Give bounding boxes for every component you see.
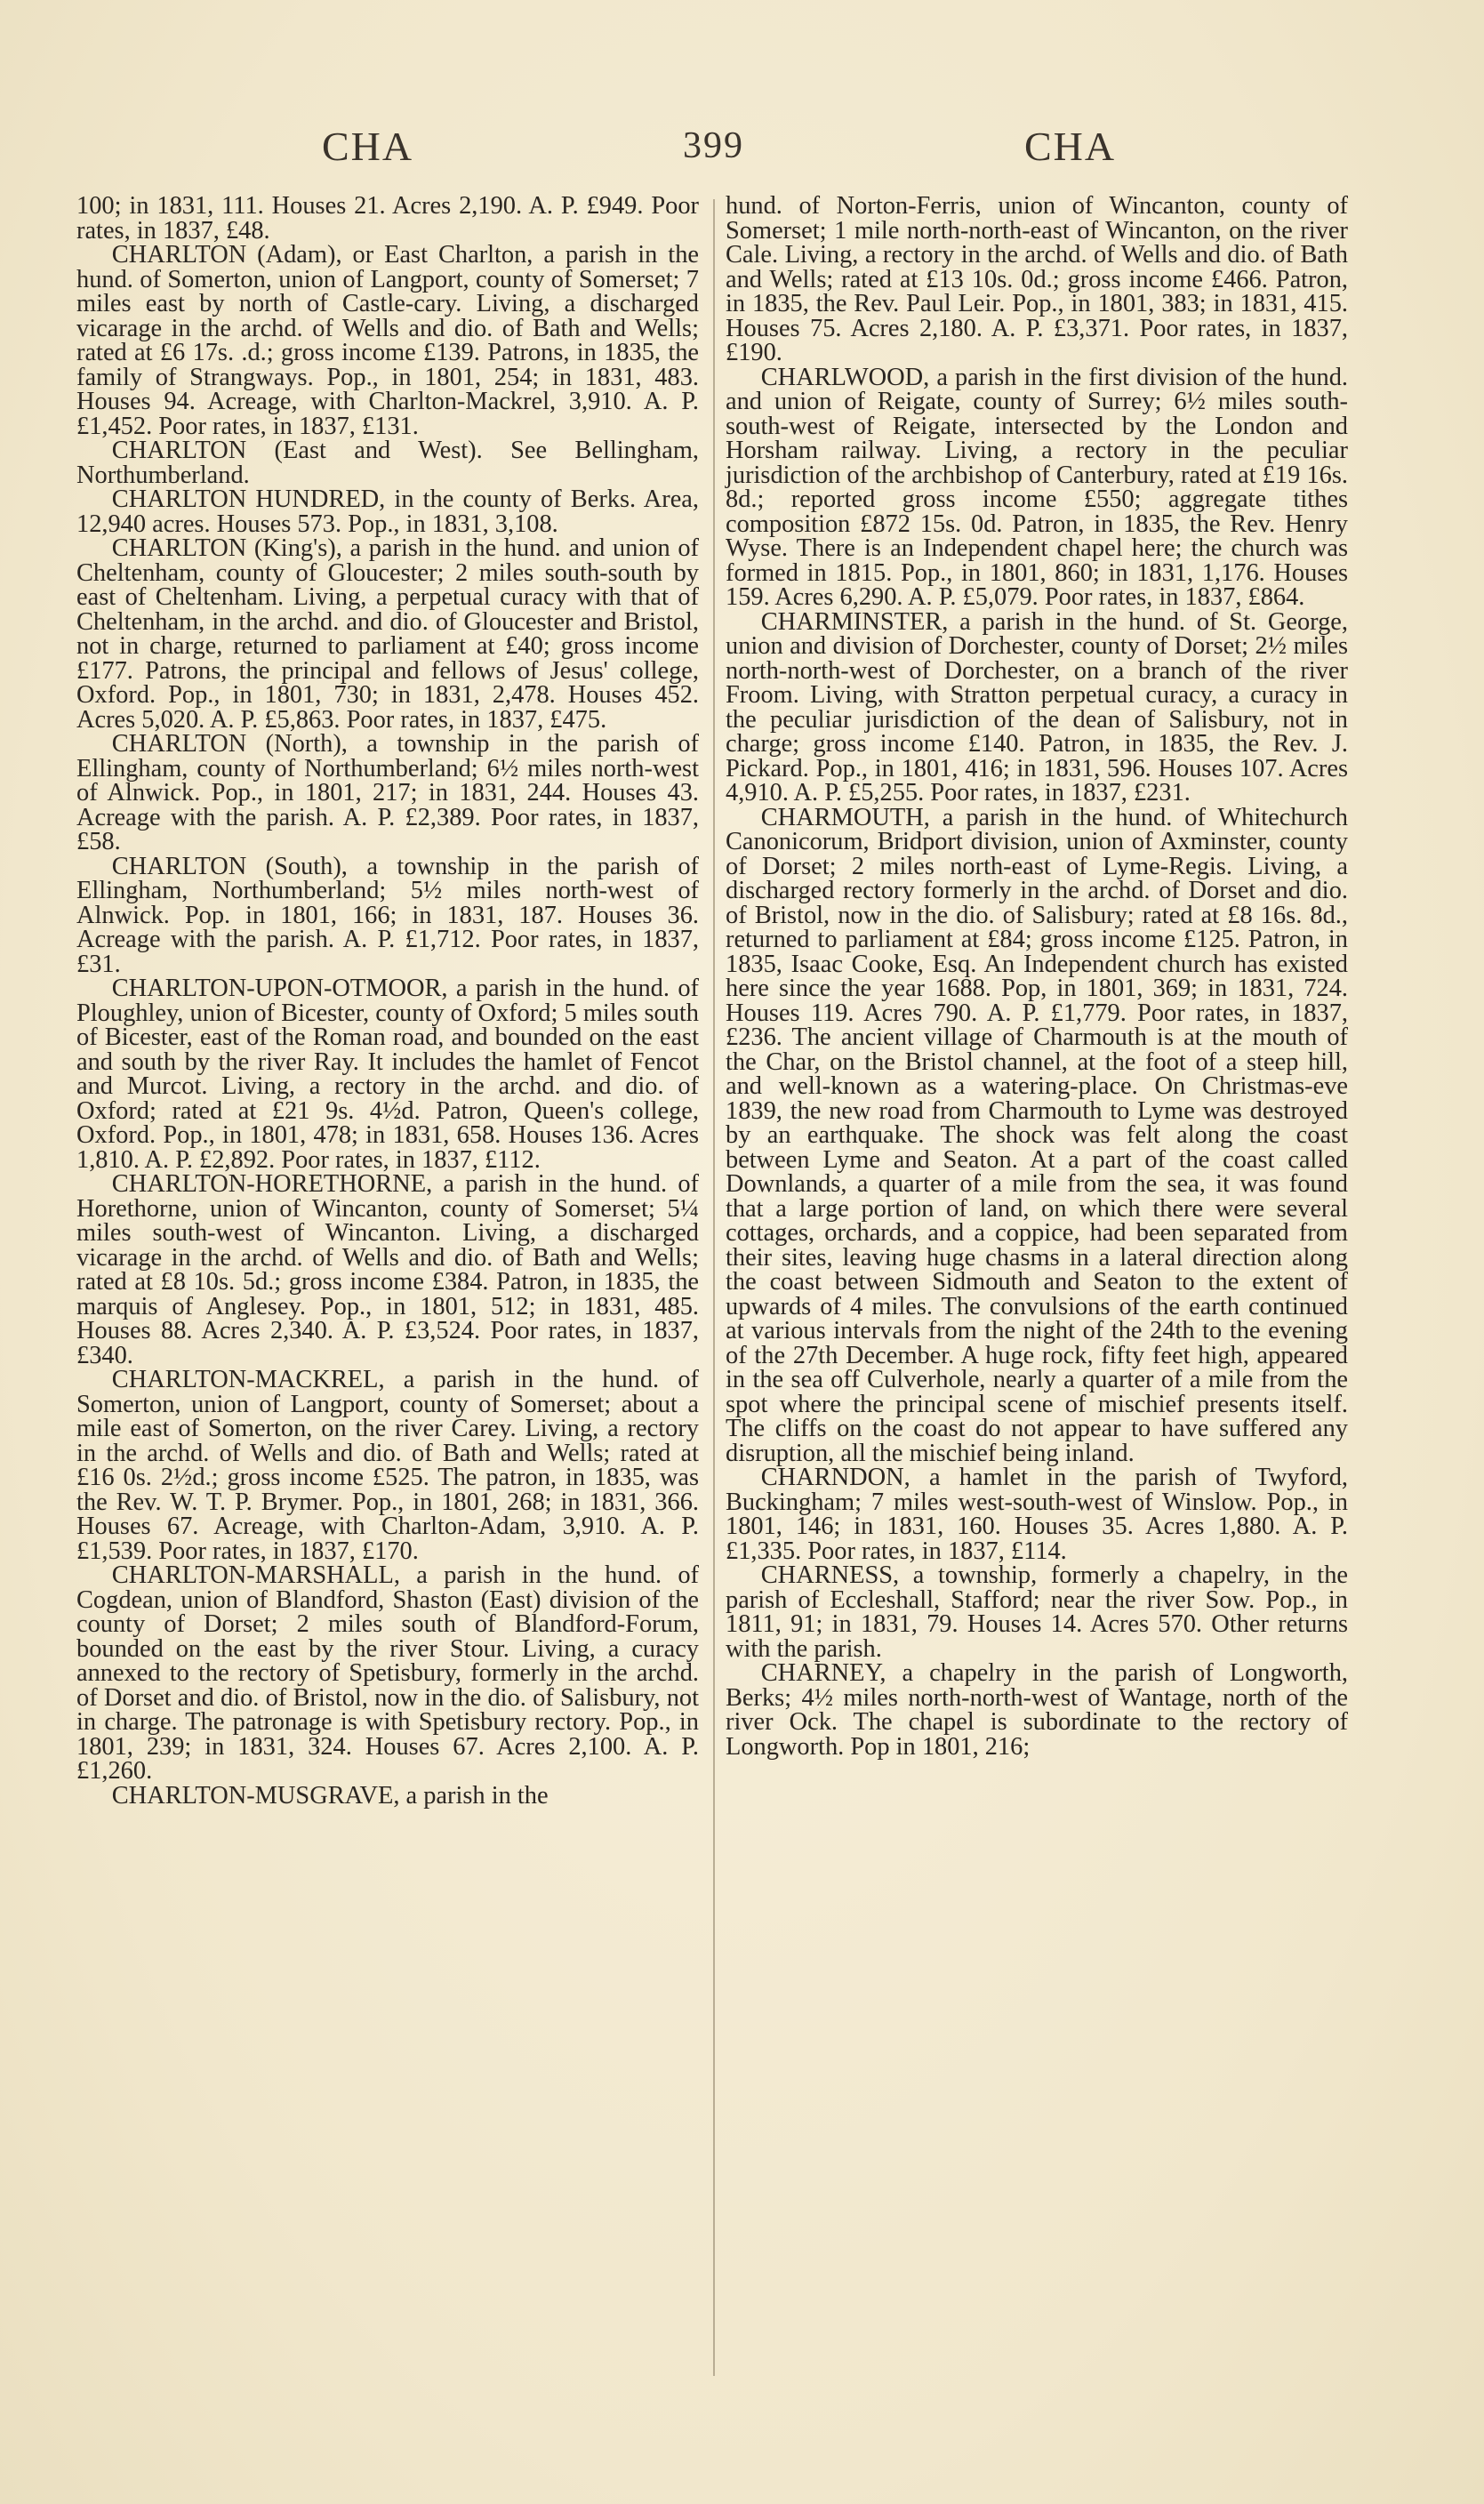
left-column [76, 194, 699, 1808]
gazetteer-entry: CHARLTON-UPON-OTMOOR, a parish in the hund. of Ploughley, union of Bicester, county of Oxford; 5 miles south of Bicester, east of the Roman road, and bounded on the east and south by the river Ray. It includes the hamlet of Fencot and Murcot. Living, a rectory in the archd. and dio. of Oxford; rated at £21 9s. 4½d. Patron, Queen's college, Oxford. Pop., in 1801, 478; in 1831, 658. Houses 136. Acres 1,810. A. P. £2,892. Poor rates, in 1837, £112. [76, 975, 699, 1174]
gazetteer-entry: CHARLTON-MUSGRAVE, a parish in the [111, 1781, 549, 1810]
header-left-keyword: CHA [322, 124, 414, 169]
gazetteer-entry: CHARLTON-MARSHALL, a parish in the hund. of Cogdean, union of Blandford, Shaston (East) division of the county of Dorset; 2 miles south of Blandford-Forum, bounded on the east by the river Stour. Living, a curacy annexed to the rectory of Spetisbury, formerly in the archd. of Dorset and dio. of Bristol, now in the dio. of Salisbury, not in charge. The patronage is with Spetisbury rectory. Pop., in 1801, 239; in 1831, 324. Houses 67. Acres 2,100. A. P. £1,260. [76, 1561, 699, 1785]
header-right-keyword: CHA [1024, 124, 1117, 169]
running-header [0, 123, 1484, 176]
gazetteer-entry: CHARLTON (North), a township in the parish of Ellingham, county of Northumberland; 6½ miles north-west of Alnwick. Pop., in 1801, 217; in 1831, 244. Houses 43. Acreage with the parish. A. P. £2,389. Poor rates, in 1837, £58. [76, 730, 699, 855]
gazetteer-entry: CHARLTON HUNDRED, in the county of Berks. Area, 12,940 acres. Houses 573. Pop., in 1831, 3,108. [76, 486, 699, 538]
gazetteer-entry: CHARLTON (Adam), or East Charlton, a parish in the hund. of Somerton, union of Langport, county of Somerset; 7 miles east by north of Castle-cary. Living, a discharged vicarage in the archd. of Wells and dio. of Bath and Wells; rated at £6 17s. .d.; gross income £139. Patrons, in 1835, the family of Strangways. Pop., in 1801, 254; in 1831, 483. Houses 94. Acreage, with Charlton-Mackrel, 3,910. A. P. £1,452. Poor rates, in 1837, £131. [76, 241, 699, 440]
gazetteer-entry: CHARLTON (East and West). See Bellingham, Northumberland. [76, 437, 699, 489]
gazetteer-entry: CHARNEY, a chapelry in the parish of Longworth, Berks; 4½ miles north-north-west of Wantage, north of the river Ock. The chapel is subordinate to the rectory of Longworth. Pop in 1801, 216; [726, 1659, 1348, 1761]
right-column [726, 194, 1348, 1759]
gazetteer-entry: CHARLTON (South), a township in the parish of Ellingham, Northumberland; 5½ miles north-west of Alnwick. Pop. in 1801, 166; in 1831, 187. Houses 36. Acreage with the parish. A. P. £1,712. Poor rates, in 1837, £31. [76, 852, 699, 978]
gazetteer-entry: 100; in 1831, 111. Houses 21. Acres 2,190. A. P. £949. Poor rates, in 1837, £48. [76, 192, 699, 245]
column-divider [713, 199, 715, 2376]
gazetteer-entry: CHARNESS, a township, formerly a chapelry, in the parish of Eccleshall, Stafford; near the river Sow. Pop., in 1811, 91; in 1831, 79. Houses 14. Acres 570. Other returns with the parish. [726, 1561, 1348, 1663]
gazetteer-entry: CHARMOUTH, a parish in the hund. of Whitechurch Canonicorum, Bridport division, union of Axminster, county of Dorset; 2 miles north-east of Lyme-Regis. Living, a discharged rectory formerly in the archd. of Dorset and dio. of Bristol, now in the dio. of Salisbury; rated at £8 16s. 8d., returned to parliament at £84; gross income £125. Patron, in 1835, Isaac Cooke, Esq. An Independent church has existed here since the year 1688. Pop, in 1801, 369; in 1831, 724. Houses 119. Acres 790. A. P. £1,779. Poor rates, in 1837, £236. The ancient village of Charmouth is at the mouth of the Char, on the Bristol channel, at the foot of a steep hill, and well-known as a watering-place. On Christmas-eve 1839, the new road from Charmouth to Lyme was destroyed by an earthquake. The shock was felt along the coast between Lyme and Seaton. At a part of the coast called Downlands, a quarter of a mile from the sea, it was found that a large portion of land, on which there were several cottages, orchards, and a coppice, had been separated from their sites, leaving huge chasms in a lateral direction along the coast between Sidmouth and Seaton to the extent of upwards of 4 miles. The convulsions of the earth continued at various intervals from the night of the 24th to the evening of the 27th December. A huge rock, fifty feet high, appeared in the sea off Culverhole, nearly a quarter of a mile from the spot where the principal scene of mischief presents itself. The cliffs on the coast do not appear to have suffered any disruption, all the mischief being inland. [726, 803, 1348, 1467]
gazetteer-entry: CHARLWOOD, a parish in the first division of the hund. and union of Reigate, county of Surrey; 6½ miles south-south-west of Reigate, intersected by the London and Horsham railway. Living, a rectory in the peculiar jurisdiction of the archbishop of Canterbury, rated at £19 16s. 8d.; reported gross income £550; aggregate tithes composition £872 15s. 0d. Patron, in 1835, the Rev. Henry Wyse. There is an Independent chapel here; the church was formed in 1815. Pop., in 1801, 860; in 1831, 1,176. Houses 159. Acres 6,290. A. P. £5,079. Poor rates, in 1837, £864. [726, 363, 1348, 611]
gazetteer-entry: CHARMINSTER, a parish in the hund. of St. George, union and division of Dorchester, county of Dorset; 2½ miles north-north-west of Dorchester, on a branch of the river Froom. Living, with Stratton perpetual curacy, a curacy in the peculiar jurisdiction of the dean of Salisbury, not in charge; gross income £140. Patron, in 1835, the Rev. J. Pickard. Pop., in 1801, 416; in 1831, 596. Houses 107. Acres 4,910. A. P. £5,255. Poor rates, in 1837, £231. [726, 607, 1348, 807]
gazetteer-entry: CHARLTON-HORETHORNE, a parish in the hund. of Horethorne, union of Wincanton, county of Somerset; 5¼ miles south-west of Wincanton. Living, a discharged vicarage in the archd. of Wells and dio. of Bath and Wells; rated at £8 10s. 5d.; gross income £384. Patron, in 1835, the marquis of Anglesey. Pop., in 1801, 512; in 1831, 485. Houses 88. Acres 2,340. A. P. £3,524. Poor rates, in 1837, £340. [76, 1170, 699, 1369]
gazetteer-entry: CHARLTON (King's), a parish in the hund. and union of Cheltenham, county of Gloucester; 2 miles south-south by east of Cheltenham. Living, a perpetual curacy with that of Cheltenham, in the archd. and dio. of Gloucester and Bristol, not in charge, returned to parliament at £40; gross income £177. Patrons, the principal and fellows of Jesus' college, Oxford. Pop., in 1801, 730; in 1831, 2,478. Houses 452. Acres 5,020. A. P. £5,863. Poor rates, in 1837, £475. [76, 534, 699, 734]
page-number: 399 [683, 125, 744, 166]
gazetteer-entry: hund. of Norton-Ferris, union of Wincanton, county of Somerset; 1 mile north-north-east of Wincanton, on the river Cale. Living, a rectory in the archd. of Wells and dio. of Bath and Wells; rated at £13 10s. 0d.; gross income £466. Patron, in 1835, the Rev. Paul Leir. Pop., in 1801, 383; in 1831, 415. Houses 75. Acres 2,180. A. P. £3,371. Poor rates, in 1837, £190. [726, 192, 1348, 366]
gazetteer-entry: CHARNDON, a hamlet in the parish of Twyford, Buckingham; 7 miles west-south-west of Winslow. Pop., in 1801, 146; in 1831, 160. Houses 35. Acres 1,880. A. P. £1,335. Poor rates, in 1837, £114. [726, 1464, 1348, 1565]
gazetteer-entry: CHARLTON-MACKREL, a parish in the hund. of Somerton, union of Langport, county of Somerset; about a mile east of Somerton, on the river Carey. Living, a rectory in the archd. of Wells and dio. of Bath and Wells; rated at £16 0s. 2½d.; gross income £525. The patron, in 1835, was the Rev. W. T. P. Brymer. Pop., in 1801, 268; in 1831, 366. Houses 67. Acreage, with Charlton-Adam, 3,910. A. P. £1,539. Poor rates, in 1837, £170. [76, 1366, 699, 1565]
